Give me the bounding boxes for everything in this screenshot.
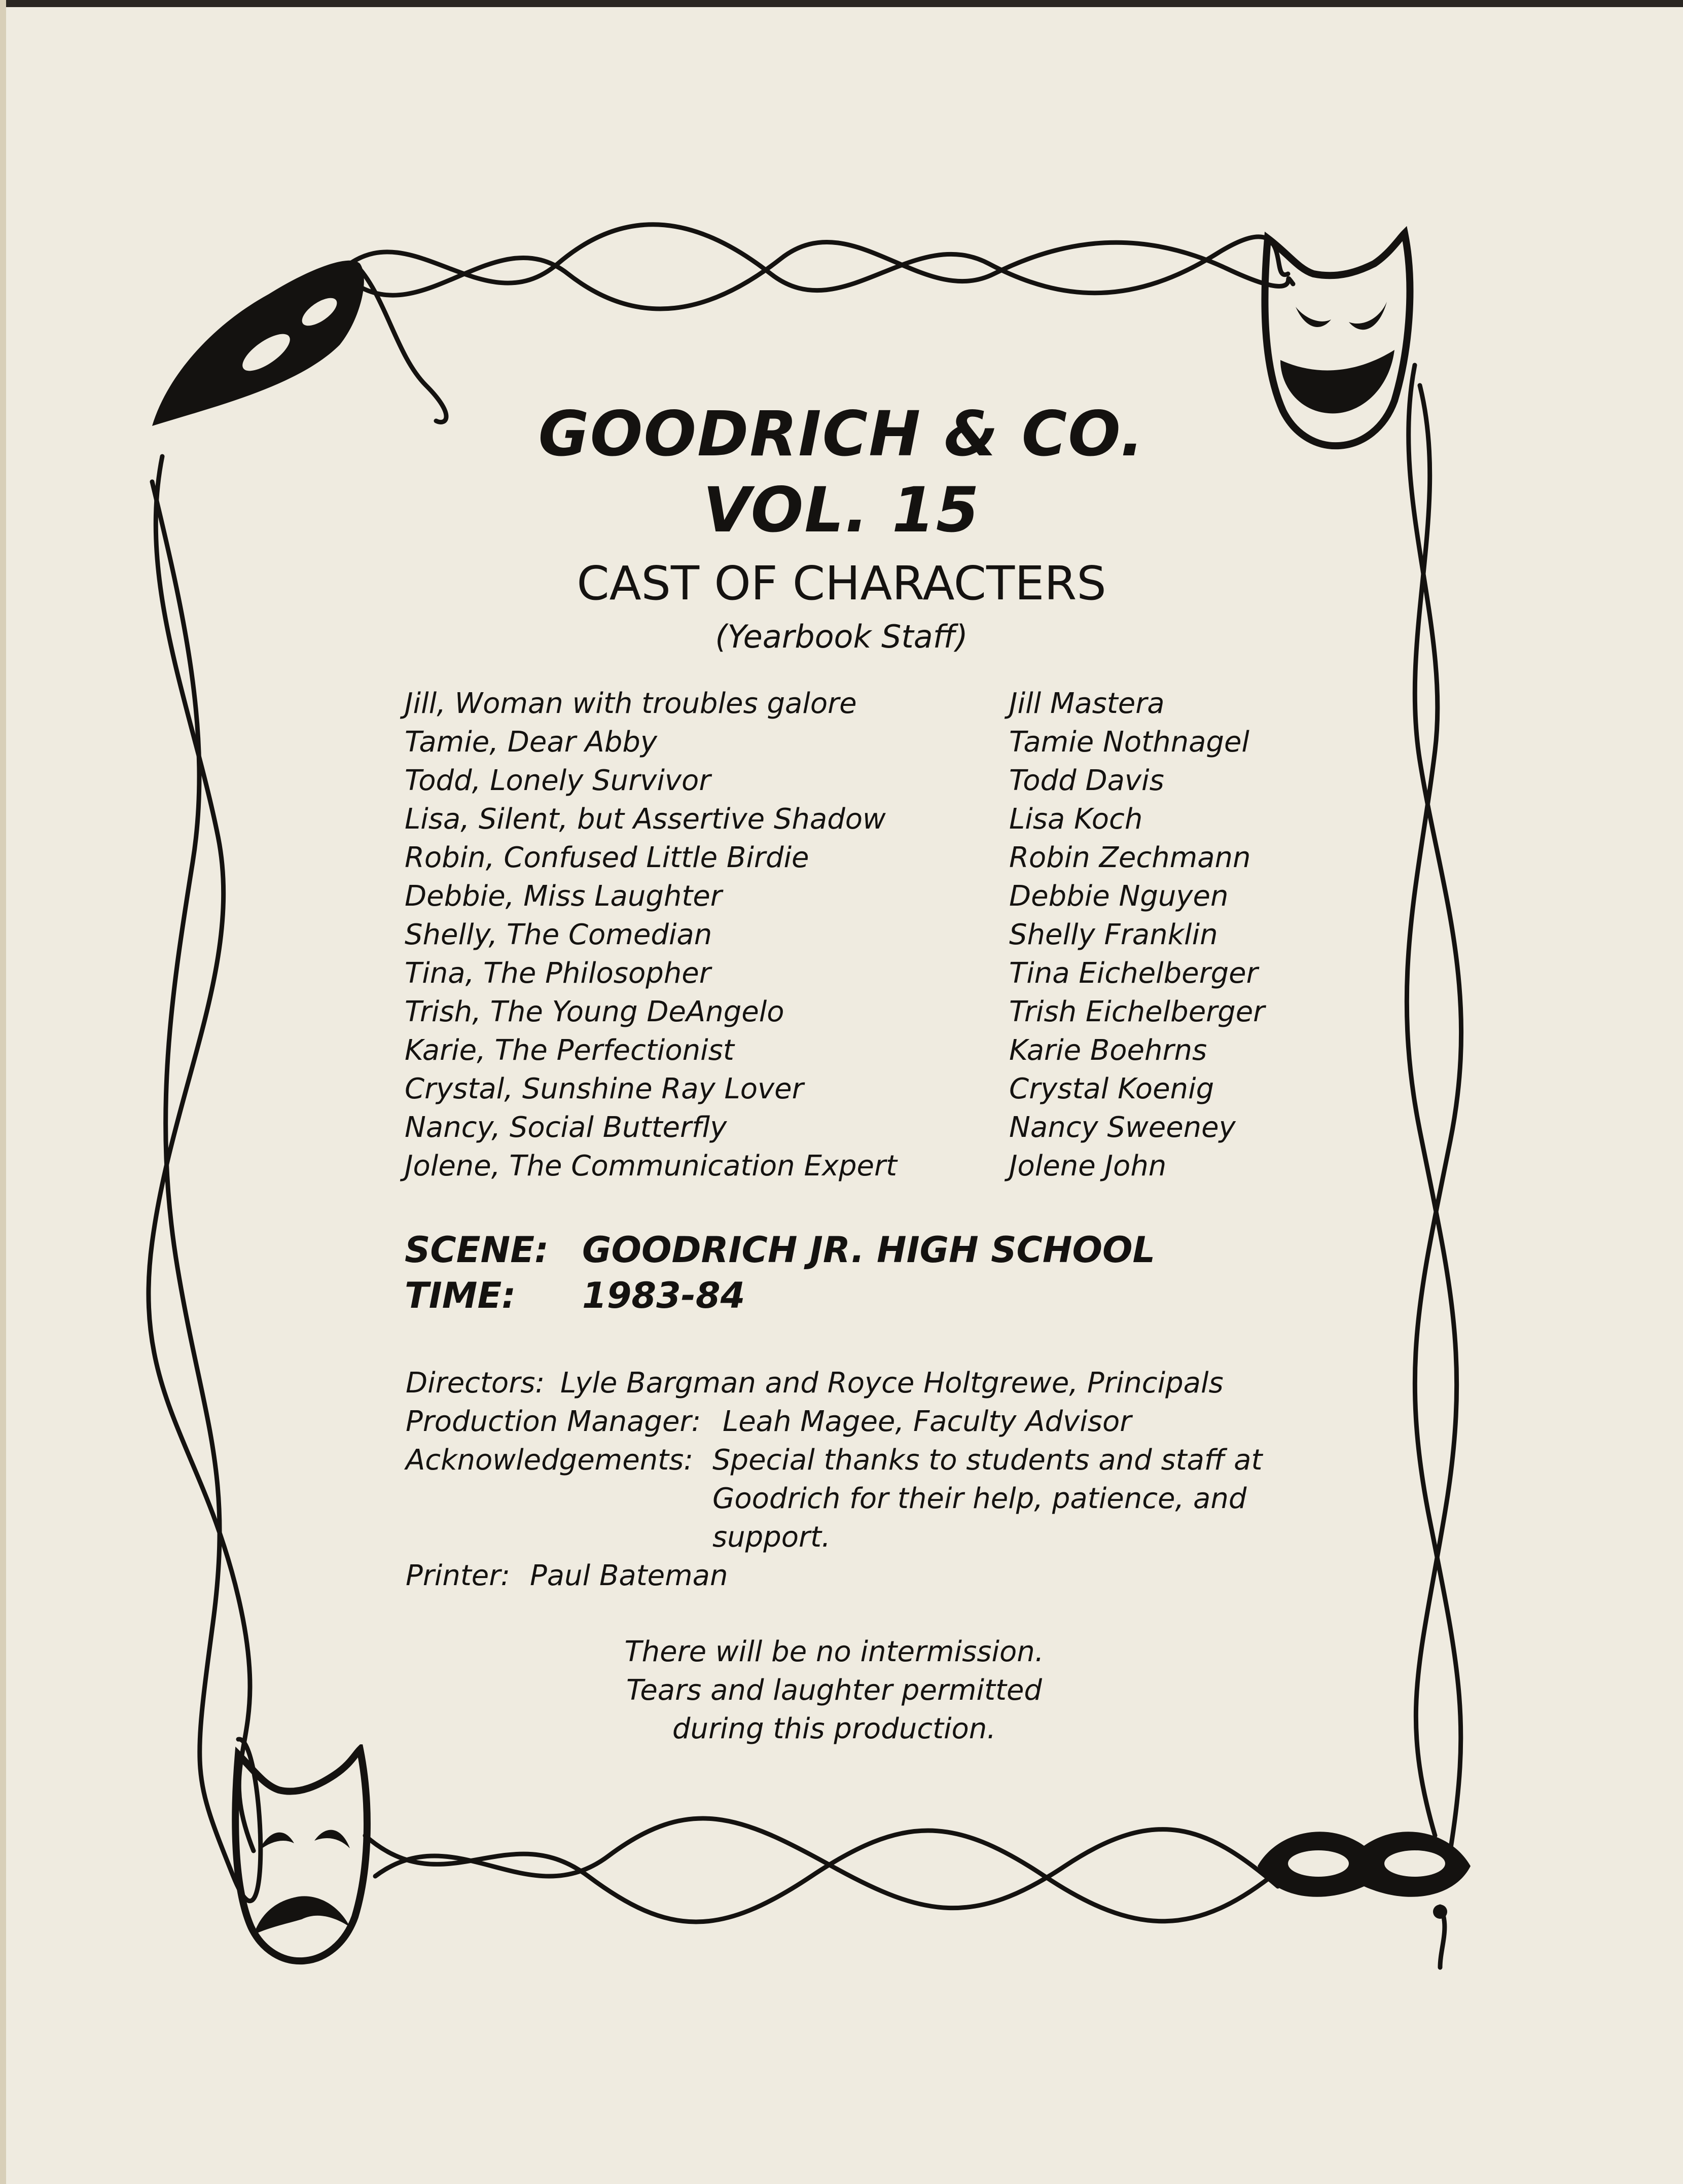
name-item: Shelly Franklin [1009, 918, 1218, 951]
role-list [405, 685, 897, 1186]
role-item: Tamie, Dear Abby [405, 726, 658, 759]
scene-value: GOODRICH JR. HIGH SCHOOL [582, 1229, 1156, 1271]
role-item: Crystal, Sunshine Ray Lover [405, 1072, 804, 1105]
scene-label: SCENE: [405, 1229, 549, 1271]
page-title: GOODRICH & CO. [538, 398, 1145, 470]
name-item: Jill Mastera [1009, 687, 1165, 720]
role-item: Todd, Lonely Survivor [405, 764, 711, 797]
directors-label: Directors: [406, 1367, 545, 1400]
volume-title: VOL. 15 [703, 474, 980, 546]
name-item: Trish Eichelberger [1009, 995, 1265, 1028]
name-item: Robin Zechmann [1009, 841, 1251, 874]
name-item: Todd Davis [1009, 764, 1164, 797]
role-item: Trish, The Young DeAngelo [405, 995, 784, 1028]
name-item: Tamie Nothnagel [1009, 726, 1249, 759]
eye-mask-icon [1247, 1810, 1481, 1922]
name-item: Karie Boehrns [1009, 1034, 1207, 1067]
role-item: Tina, The Philosopher [405, 957, 711, 990]
role-item: Shelly, The Comedian [405, 918, 712, 951]
name-item: Jolene John [1009, 1150, 1167, 1183]
name-item: Crystal Koenig [1009, 1072, 1214, 1105]
name-item: Nancy Sweeney [1009, 1111, 1236, 1144]
closing-line: There will be no intermission. [624, 1635, 1044, 1668]
acknowledgements-line: Special thanks to students and staff at [712, 1444, 1263, 1477]
tragedy-mask-icon [208, 1744, 390, 1978]
time-value: 1983-84 [582, 1275, 745, 1316]
role-item: Karie, The Perfectionist [405, 1034, 734, 1067]
closing-line: during this production. [672, 1712, 996, 1745]
role-item: Lisa, Silent, but Assertive Shadow [405, 803, 886, 836]
acknowledgements-line: Goodrich for their help, patience, and [712, 1482, 1247, 1515]
manager-value: Leah Magee, Faculty Advisor [723, 1405, 1132, 1438]
role-item: Nancy, Social Butterfly [405, 1111, 727, 1144]
manager-label: Production Manager: [406, 1405, 701, 1438]
time-label: TIME: [405, 1275, 516, 1316]
name-item: Debbie Nguyen [1009, 880, 1229, 913]
section-heading: CAST OF CHARACTERS [577, 556, 1106, 611]
staff-note: (Yearbook Staff) [715, 618, 968, 655]
role-item: Debbie, Miss Laughter [405, 880, 722, 913]
acknowledgements-line: support. [712, 1521, 831, 1554]
name-item: Tina Eichelberger [1009, 957, 1258, 990]
closing-line: Tears and laughter permitted [626, 1674, 1042, 1707]
name-item: Lisa Koch [1009, 803, 1143, 836]
directors-value: Lyle Bargman and Royce Holtgrewe, Principals [560, 1367, 1224, 1400]
role-item: Jolene, The Communication Expert [405, 1150, 897, 1183]
name-list [1009, 685, 1265, 1186]
printer-value: Paul Bateman [530, 1559, 728, 1592]
acknowledgements-label: Acknowledgements: [406, 1444, 694, 1477]
printer-label: Printer: [406, 1559, 511, 1592]
role-item: Jill, Woman with troubles galore [405, 687, 857, 720]
role-item: Robin, Confused Little Birdie [405, 841, 809, 874]
